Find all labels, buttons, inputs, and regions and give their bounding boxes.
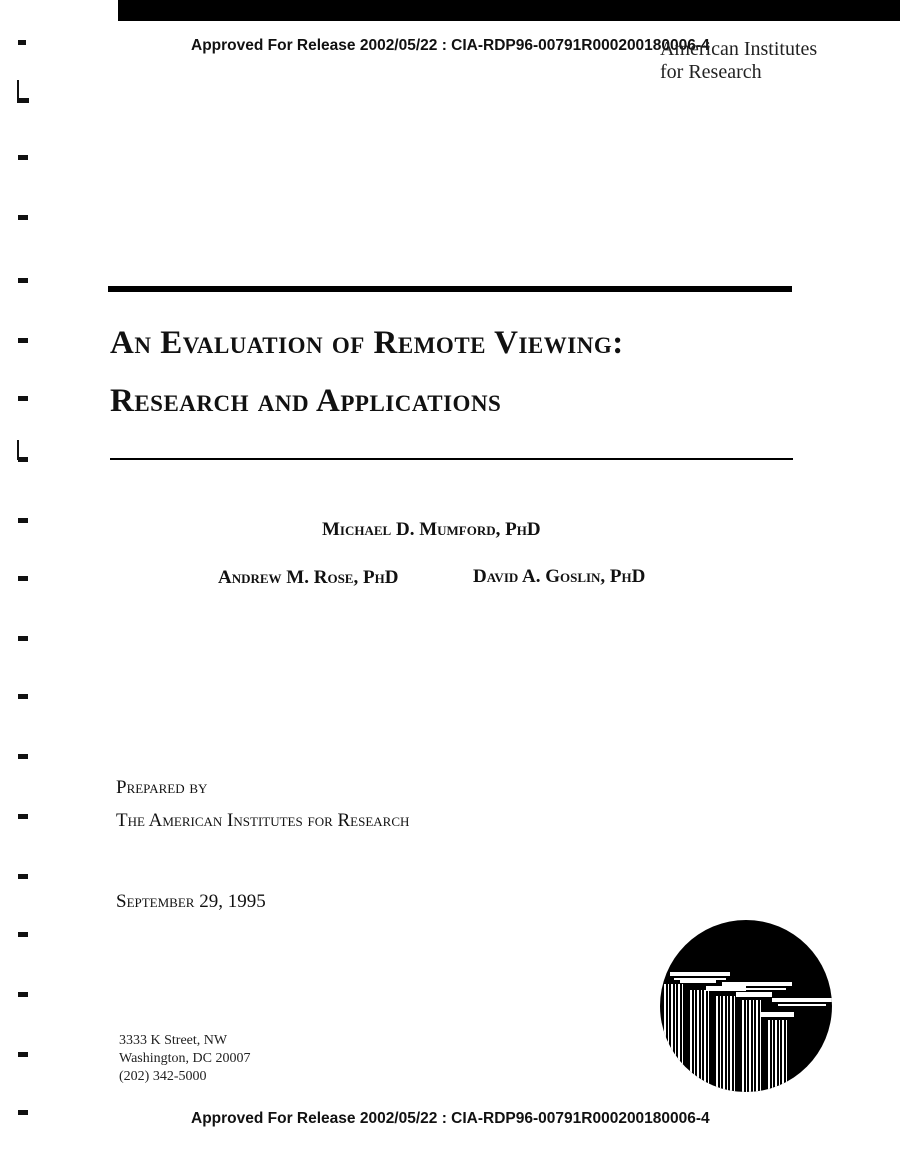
binding-marks — [0, 0, 40, 1165]
organization-line-2: for Research — [660, 61, 762, 83]
author-goslin: David A. Goslin, PhD — [473, 566, 646, 587]
title-line-2: Research and Applications — [110, 383, 502, 419]
title-rule-bottom — [110, 458, 793, 460]
title-line-1: An Evaluation of Remote Viewing: — [110, 325, 624, 361]
organization-name — [660, 38, 817, 84]
prepared-by-label: Prepared by — [116, 777, 208, 798]
author-rose: Andrew M. Rose, PhD — [218, 567, 399, 588]
address-street: 3333 K Street, NW — [119, 1033, 228, 1048]
author-mumford: Michael D. Mumford, PhD — [322, 519, 541, 540]
address-phone: (202) 342-5000 — [119, 1069, 207, 1084]
title-rule-top — [108, 286, 792, 292]
address-block — [119, 1032, 250, 1086]
report-date: September 29, 1995 — [116, 891, 266, 912]
prepared-by-organization: The American Institutes for Research — [116, 810, 410, 831]
top-black-bar — [118, 0, 900, 21]
release-stamp-top: Approved For Release 2002/05/22 : CIA-RDP96-00791R000200180006-4 — [191, 37, 710, 54]
release-stamp-bottom: Approved For Release 2002/05/22 : CIA-RDP96-00791R000200180006-4 — [191, 1110, 710, 1127]
address-city: Washington, DC 20007 — [119, 1051, 251, 1066]
organization-line-1: American Institutes — [660, 38, 818, 60]
columns-logo-icon — [660, 920, 832, 1092]
